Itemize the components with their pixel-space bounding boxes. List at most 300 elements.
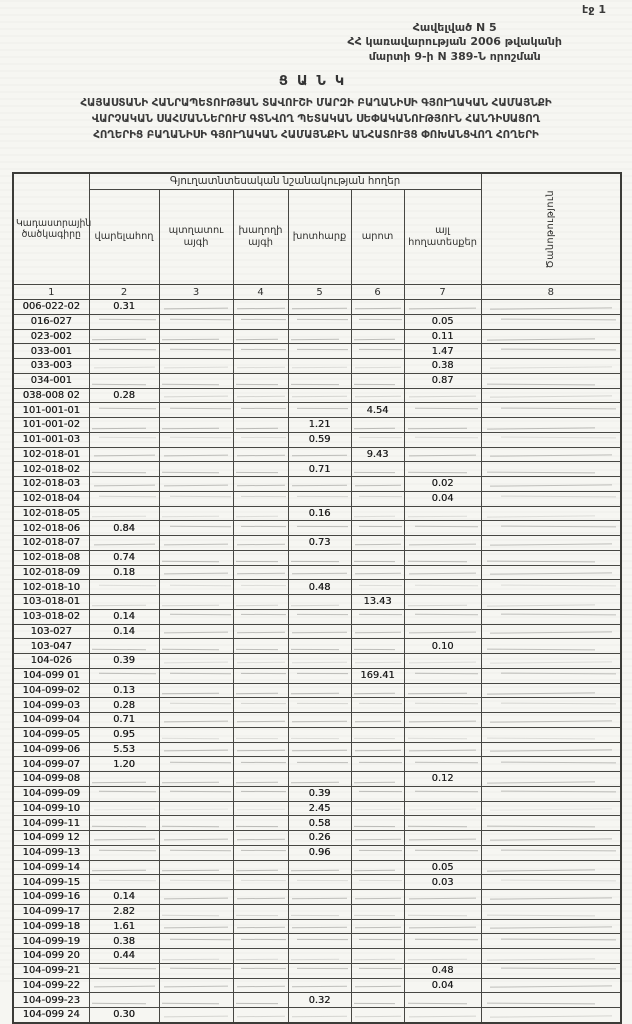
table-row [13, 447, 621, 462]
cadastral-code-cell: 104-099-14 [13, 860, 89, 875]
area-value-cell [404, 934, 481, 949]
area-value-cell [159, 624, 233, 639]
note-cell [481, 1008, 621, 1023]
area-value-cell: 0.02 [404, 477, 481, 492]
area-value-cell: 0.28 [89, 698, 159, 713]
area-value-cell [233, 713, 288, 728]
table-row [13, 934, 621, 949]
area-value-cell [159, 639, 233, 654]
area-value-cell: 0.39 [288, 786, 351, 801]
area-value-cell [351, 683, 404, 698]
area-value-cell [233, 742, 288, 757]
area-value-cell: 2.45 [288, 801, 351, 816]
table-row [13, 698, 621, 713]
note-cell [481, 772, 621, 787]
table-row [13, 668, 621, 683]
area-value-cell: 0.30 [89, 1008, 159, 1023]
area-value-cell [351, 639, 404, 654]
cadastral-code-cell: 102-018-08 [13, 550, 89, 565]
area-value-cell [404, 654, 481, 669]
area-value-cell [159, 772, 233, 787]
area-value-cell [288, 639, 351, 654]
area-value-cell [233, 536, 288, 551]
cadastral-code-cell: 104-099-13 [13, 845, 89, 860]
area-value-cell [404, 801, 481, 816]
area-value-cell [159, 904, 233, 919]
page-number: էջ 1 [582, 3, 606, 16]
note-cell [481, 816, 621, 831]
note-cell [481, 521, 621, 536]
area-value-cell [288, 403, 351, 418]
cadastral-code-cell: 104-099-08 [13, 772, 89, 787]
note-cell [481, 698, 621, 713]
area-value-cell [288, 388, 351, 403]
area-value-cell [159, 831, 233, 846]
area-value-cell [288, 727, 351, 742]
area-value-cell [288, 654, 351, 669]
table-row [13, 978, 621, 993]
area-value-cell [159, 403, 233, 418]
area-value-cell [351, 300, 404, 315]
note-cell [481, 432, 621, 447]
area-value-cell [351, 329, 404, 344]
area-value-cell [351, 727, 404, 742]
area-value-cell [233, 727, 288, 742]
area-value-cell [351, 609, 404, 624]
area-value-cell [89, 668, 159, 683]
table-row [13, 624, 621, 639]
cadastral-code-cell: 102-018-10 [13, 580, 89, 595]
area-value-cell [159, 329, 233, 344]
area-value-cell [159, 447, 233, 462]
cadastral-code-cell: 102-018-06 [13, 521, 89, 536]
area-value-cell: 169.41 [351, 668, 404, 683]
area-value-cell: 0.05 [404, 860, 481, 875]
table-row [13, 388, 621, 403]
note-cell [481, 314, 621, 329]
area-value-cell [404, 432, 481, 447]
area-value-cell [233, 919, 288, 934]
area-value-cell [233, 609, 288, 624]
cadastral-code-cell: 104-099-06 [13, 742, 89, 757]
cadastral-code-cell: 104-099-10 [13, 801, 89, 816]
area-value-cell [404, 668, 481, 683]
cadastral-code-cell: 102-018-05 [13, 506, 89, 521]
cadastral-code-cell: 104-099-18 [13, 919, 89, 934]
area-value-cell: 0.48 [288, 580, 351, 595]
area-value-cell: 0.38 [89, 934, 159, 949]
cadastral-code-cell: 104-026 [13, 654, 89, 669]
area-value-cell [404, 919, 481, 934]
note-cell [481, 831, 621, 846]
area-value-cell [89, 477, 159, 492]
area-value-cell [159, 359, 233, 374]
area-value-cell [233, 418, 288, 433]
appendix-reference [347, 21, 562, 64]
note-cell [481, 462, 621, 477]
area-value-cell [404, 949, 481, 964]
area-value-cell [89, 536, 159, 551]
area-value-cell [288, 860, 351, 875]
note-cell [481, 580, 621, 595]
area-value-cell [351, 432, 404, 447]
area-value-cell [288, 919, 351, 934]
area-value-cell: 0.26 [288, 831, 351, 846]
area-value-cell: 13.43 [351, 595, 404, 610]
area-value-cell [288, 668, 351, 683]
area-value-cell [351, 978, 404, 993]
table-row [13, 1008, 621, 1023]
area-value-cell [351, 801, 404, 816]
area-value-cell: 0.32 [288, 993, 351, 1008]
area-value-cell [404, 418, 481, 433]
area-value-cell [351, 624, 404, 639]
cadastral-code-cell: 103-018-02 [13, 609, 89, 624]
area-value-cell [89, 447, 159, 462]
area-value-cell [404, 713, 481, 728]
area-value-cell [288, 978, 351, 993]
area-value-cell [233, 388, 288, 403]
area-value-cell: 0.04 [404, 978, 481, 993]
note-cell [481, 403, 621, 418]
area-value-cell: 0.38 [404, 359, 481, 374]
area-value-cell [159, 816, 233, 831]
area-value-cell [288, 934, 351, 949]
area-value-cell [89, 801, 159, 816]
area-value-cell [233, 875, 288, 890]
area-value-cell [404, 757, 481, 772]
area-value-cell [233, 624, 288, 639]
area-value-cell [233, 344, 288, 359]
cadastral-code-cell: 104-099-04 [13, 713, 89, 728]
area-value-cell: 1.47 [404, 344, 481, 359]
table-row [13, 521, 621, 536]
area-value-cell [159, 595, 233, 610]
area-value-cell [89, 978, 159, 993]
area-value-cell: 0.13 [89, 683, 159, 698]
area-value-cell [404, 595, 481, 610]
cadastral-code-cell: 102-018-01 [13, 447, 89, 462]
area-value-cell [351, 698, 404, 713]
area-value-cell [351, 786, 404, 801]
table-row [13, 757, 621, 772]
column-number: 1 [13, 285, 89, 300]
area-value-cell [159, 978, 233, 993]
area-value-cell: 0.96 [288, 845, 351, 860]
area-value-cell [89, 418, 159, 433]
table-row [13, 890, 621, 905]
area-value-cell [233, 683, 288, 698]
table-body [13, 300, 621, 1023]
area-value-cell [233, 831, 288, 846]
table-row [13, 801, 621, 816]
area-value-cell [159, 890, 233, 905]
area-value-cell [233, 698, 288, 713]
table-row [13, 860, 621, 875]
appendix-line: Հավելված N 5 [412, 21, 497, 34]
area-value-cell [159, 742, 233, 757]
area-value-cell [233, 329, 288, 344]
table-row [13, 609, 621, 624]
table-row [13, 491, 621, 506]
note-cell [481, 978, 621, 993]
note-cell [481, 668, 621, 683]
cadastral-code-cell: 104-099 01 [13, 668, 89, 683]
note-cell [481, 934, 621, 949]
area-value-cell: 0.71 [288, 462, 351, 477]
cadastral-code-cell: 102-018-09 [13, 565, 89, 580]
cadastral-code-cell: 104-099 24 [13, 1008, 89, 1023]
area-value-cell [233, 639, 288, 654]
note-cell [481, 683, 621, 698]
area-value-cell [351, 477, 404, 492]
area-value-cell [404, 993, 481, 1008]
area-value-cell [233, 432, 288, 447]
area-value-cell [89, 860, 159, 875]
note-cell [481, 447, 621, 462]
area-value-cell: 4.54 [351, 403, 404, 418]
cadastral-code-header: Կադաստրային ծածկագիրը [13, 173, 89, 285]
area-value-cell: 5.53 [89, 742, 159, 757]
area-value-cell [233, 447, 288, 462]
area-value-cell [159, 491, 233, 506]
area-value-cell [233, 300, 288, 315]
table-row [13, 993, 621, 1008]
area-value-cell [404, 1008, 481, 1023]
area-value-cell [288, 491, 351, 506]
area-value-cell: 0.59 [288, 432, 351, 447]
area-value-cell [288, 772, 351, 787]
area-value-cell [233, 595, 288, 610]
area-value-cell [351, 993, 404, 1008]
area-value-cell [351, 772, 404, 787]
area-value-cell [351, 757, 404, 772]
table-row [13, 919, 621, 934]
area-value-cell: 0.16 [288, 506, 351, 521]
area-value-cell [404, 683, 481, 698]
area-value-cell [404, 624, 481, 639]
area-value-cell [89, 329, 159, 344]
col-header-orchard: պտղատու այգի [159, 190, 233, 285]
area-value-cell [233, 403, 288, 418]
note-cell [481, 727, 621, 742]
area-value-cell [233, 654, 288, 669]
area-value-cell [288, 683, 351, 698]
table-row [13, 595, 621, 610]
area-value-cell [351, 388, 404, 403]
area-value-cell [288, 963, 351, 978]
cadastral-code-cell: 104-099-07 [13, 757, 89, 772]
area-value-cell [233, 580, 288, 595]
area-value-cell [288, 300, 351, 315]
col-header-hayfield: խոտհարք [288, 190, 351, 285]
note-cell [481, 329, 621, 344]
area-value-cell: 0.58 [288, 816, 351, 831]
col-header-pasture: արոտ [351, 190, 404, 285]
column-number: 5 [288, 285, 351, 300]
area-value-cell [351, 963, 404, 978]
area-value-cell: 0.87 [404, 373, 481, 388]
area-value-cell [159, 683, 233, 698]
area-value-cell [89, 816, 159, 831]
area-value-cell [288, 359, 351, 374]
land-transfer-table [12, 172, 622, 1024]
table-row [13, 550, 621, 565]
area-value-cell [404, 536, 481, 551]
table-row [13, 329, 621, 344]
area-value-cell [159, 786, 233, 801]
table-row [13, 477, 621, 492]
note-cell [481, 300, 621, 315]
table-row [13, 639, 621, 654]
document-title: ՑԱՆԿ [278, 74, 354, 89]
table-row [13, 580, 621, 595]
area-value-cell [351, 949, 404, 964]
area-value-cell [89, 639, 159, 654]
area-value-cell [351, 860, 404, 875]
area-value-cell [159, 388, 233, 403]
note-cell [481, 713, 621, 728]
area-value-cell [351, 875, 404, 890]
area-value-cell [404, 742, 481, 757]
area-value-cell [89, 344, 159, 359]
area-value-cell: 0.03 [404, 875, 481, 890]
area-value-cell [288, 373, 351, 388]
area-value-cell [233, 565, 288, 580]
area-value-cell: 0.14 [89, 624, 159, 639]
table-row [13, 831, 621, 846]
table-row [13, 536, 621, 551]
area-value-cell: 0.71 [89, 713, 159, 728]
table-row [13, 727, 621, 742]
area-value-cell [159, 668, 233, 683]
table-row [13, 373, 621, 388]
area-value-cell [288, 550, 351, 565]
area-value-cell [159, 801, 233, 816]
area-value-cell [288, 609, 351, 624]
area-value-cell [233, 359, 288, 374]
area-value-cell [351, 521, 404, 536]
area-value-cell [89, 506, 159, 521]
note-cell [481, 786, 621, 801]
table-row [13, 403, 621, 418]
area-value-cell [404, 698, 481, 713]
area-value-cell [404, 831, 481, 846]
area-value-cell: 0.12 [404, 772, 481, 787]
area-value-cell [288, 624, 351, 639]
table-row [13, 462, 621, 477]
area-value-cell [288, 447, 351, 462]
area-value-cell [233, 904, 288, 919]
area-value-cell: 1.61 [89, 919, 159, 934]
area-value-cell [89, 373, 159, 388]
area-value-cell: 0.74 [89, 550, 159, 565]
table-row [13, 742, 621, 757]
area-value-cell [89, 359, 159, 374]
area-value-cell [351, 831, 404, 846]
area-value-cell [351, 580, 404, 595]
subtitle-line: ՎԱՐՉԱԿԱՆ ՍԱՀՄԱՆՆԵՐՈՒՄ ԳՏՆՎՈՂ ՊԵՏԱԿԱՆ ՍԵՓԱԿԱՆՈՒԹՅՈՒՆ ՀԱՆԴԻՍԱՑՈՂ [91, 112, 541, 125]
area-value-cell [159, 300, 233, 315]
column-number: 6 [351, 285, 404, 300]
area-value-cell [159, 462, 233, 477]
area-value-cell [159, 949, 233, 964]
area-value-cell [233, 963, 288, 978]
table-row [13, 875, 621, 890]
cadastral-code-cell: 102-018-02 [13, 462, 89, 477]
column-number: 4 [233, 285, 288, 300]
area-value-cell [89, 831, 159, 846]
area-value-cell [288, 595, 351, 610]
area-value-cell: 0.39 [89, 654, 159, 669]
cadastral-code-cell: 038-008 02 [13, 388, 89, 403]
area-value-cell [351, 919, 404, 934]
area-value-cell [288, 904, 351, 919]
area-value-cell [404, 462, 481, 477]
column-number: 8 [481, 285, 621, 300]
cadastral-code-cell: 104-099-05 [13, 727, 89, 742]
area-value-cell [288, 314, 351, 329]
note-cell [481, 344, 621, 359]
cadastral-code-cell: 104-099-22 [13, 978, 89, 993]
column-number: 7 [404, 285, 481, 300]
area-value-cell [288, 565, 351, 580]
cadastral-code-cell: 103-027 [13, 624, 89, 639]
area-value-cell [159, 727, 233, 742]
note-column-header [481, 173, 621, 285]
cadastral-code-cell: 104-099 12 [13, 831, 89, 846]
table-row [13, 786, 621, 801]
cadastral-code-cell: 104-099-23 [13, 993, 89, 1008]
area-value-cell [159, 314, 233, 329]
area-value-cell [351, 713, 404, 728]
area-value-cell: 0.73 [288, 536, 351, 551]
cadastral-code-cell: 033-003 [13, 359, 89, 374]
area-value-cell [233, 845, 288, 860]
area-value-cell: 0.04 [404, 491, 481, 506]
area-value-cell [159, 477, 233, 492]
area-value-cell [351, 904, 404, 919]
area-value-cell: 0.18 [89, 565, 159, 580]
cadastral-code-cell: 104-099-02 [13, 683, 89, 698]
cadastral-code-cell: 103-047 [13, 639, 89, 654]
area-value-cell [351, 418, 404, 433]
document-subtitle [14, 96, 618, 144]
area-value-cell [233, 860, 288, 875]
area-value-cell [404, 816, 481, 831]
area-value-cell [233, 934, 288, 949]
area-value-cell [288, 949, 351, 964]
area-value-cell [159, 1008, 233, 1023]
note-cell [481, 742, 621, 757]
area-value-cell [404, 550, 481, 565]
cadastral-code-cell: 101-001-03 [13, 432, 89, 447]
area-value-cell [159, 580, 233, 595]
area-value-cell [404, 786, 481, 801]
note-cell [481, 359, 621, 374]
column-number: 2 [89, 285, 159, 300]
area-value-cell [233, 314, 288, 329]
area-value-cell [404, 447, 481, 462]
area-value-cell [351, 462, 404, 477]
appendix-line: ՀՀ կառավարության 2006 թվականի [347, 35, 562, 49]
area-value-cell [288, 329, 351, 344]
note-cell [481, 550, 621, 565]
area-value-cell [159, 654, 233, 669]
cadastral-code-cell: 104-099-15 [13, 875, 89, 890]
area-value-cell: 0.48 [404, 963, 481, 978]
area-value-cell [288, 1008, 351, 1023]
